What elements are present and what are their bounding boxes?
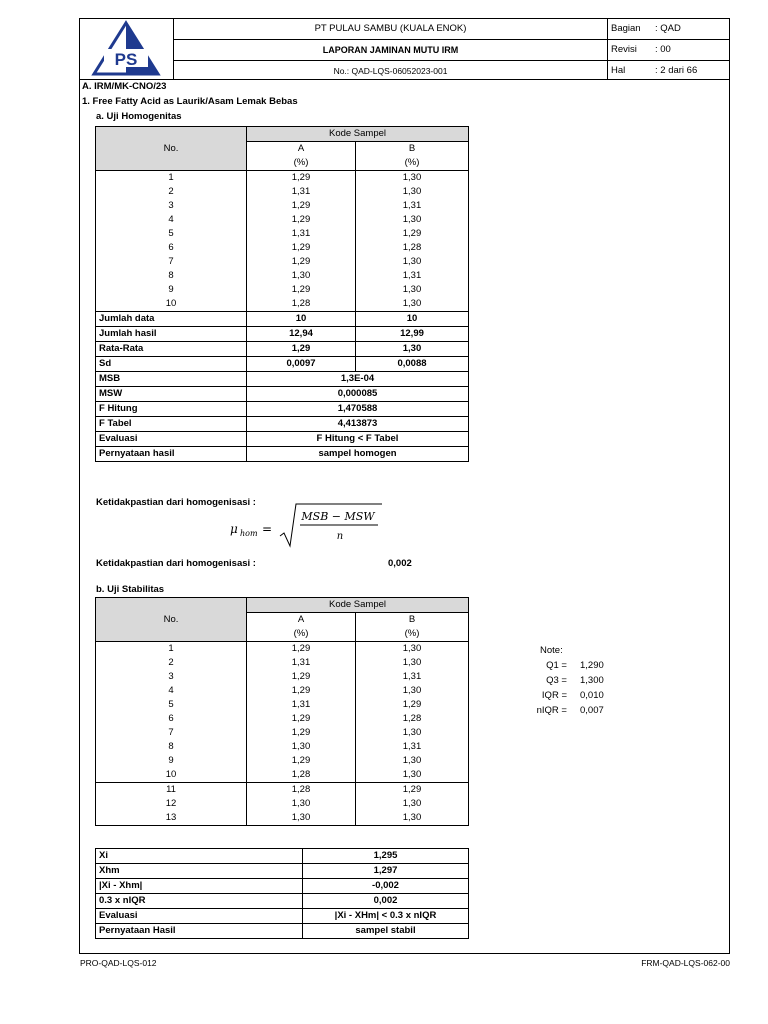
row-label: Rata-Rata xyxy=(96,342,247,357)
cell-value: 1,30 xyxy=(356,297,469,312)
row-label: F Hitung xyxy=(96,402,247,417)
table-row xyxy=(96,656,469,670)
cell-value: 1,28 xyxy=(247,297,356,312)
col-a-unit: (%) xyxy=(247,627,356,642)
row-number: 4 xyxy=(96,213,247,227)
table-row xyxy=(96,670,469,684)
col-b-unit: (%) xyxy=(356,156,469,171)
row-number: 6 xyxy=(96,712,247,726)
row-number: 8 xyxy=(96,740,247,754)
parameter-title: 1. Free Fatty Acid as Laurik/Asam Lemak Bebas xyxy=(82,96,298,107)
table-row xyxy=(96,754,469,768)
cell-value: 1,29 xyxy=(247,171,356,186)
cell-value: 1,30 xyxy=(356,255,469,269)
table-row xyxy=(96,199,469,213)
cell-value: 1,30 xyxy=(356,342,469,357)
table-row xyxy=(96,171,469,186)
cell-value: 1,29 xyxy=(247,213,356,227)
footer-left-code: PRO-QAD-LQS-012 xyxy=(80,958,157,968)
cell-value: 1,30 xyxy=(247,811,356,826)
cell-value: 1,29 xyxy=(356,783,469,798)
cell-value: 1,31 xyxy=(356,199,469,213)
svg-text:μ: μ xyxy=(230,522,238,536)
col-a: A xyxy=(247,142,356,157)
table-row xyxy=(96,269,469,283)
svg-text:MSB − MSW: MSB − MSW xyxy=(301,510,375,523)
row-label: Sd xyxy=(96,357,247,372)
col-b-unit: (%) xyxy=(356,627,469,642)
cell-value: 1,30 xyxy=(356,684,469,698)
cell-value: 1,30 xyxy=(247,740,356,754)
col-no: No. xyxy=(96,598,247,642)
row-number: 3 xyxy=(96,670,247,684)
table-row xyxy=(96,283,469,297)
row-label: Pernyataan Hasil xyxy=(96,924,303,939)
table-row xyxy=(96,241,469,255)
cell-value: 0,0088 xyxy=(356,357,469,372)
uncertainty-formula xyxy=(228,500,384,550)
q1-value: 1,290 xyxy=(580,660,604,671)
section-code: A. IRM/MK-CNO/23 xyxy=(82,81,167,92)
row-number: 6 xyxy=(96,241,247,255)
col-b: B xyxy=(356,613,469,628)
row-label: MSB xyxy=(96,372,247,387)
ps-triangle-logo-icon xyxy=(80,19,173,79)
cell-value: 1,30 xyxy=(356,754,469,768)
uncertainty-label-2: Ketidakpastian dari homogenisasi : xyxy=(96,558,256,569)
cell-value: 1,29 xyxy=(247,684,356,698)
niqr-value: 0,007 xyxy=(580,705,604,716)
col-no: No. xyxy=(96,127,247,171)
cell-value: sampel homogen xyxy=(247,447,469,462)
cell-value: 1,29 xyxy=(247,255,356,269)
row-label: Xi xyxy=(96,849,303,864)
table-row xyxy=(96,797,469,811)
cell-value: 1,31 xyxy=(356,269,469,283)
cell-value: 0,002 xyxy=(303,894,469,909)
cell-value: 1,30 xyxy=(356,797,469,811)
cell-value: 1,29 xyxy=(356,698,469,712)
row-number: 4 xyxy=(96,684,247,698)
cell-value: 1,31 xyxy=(247,227,356,241)
col-kode-sampel: Kode Sampel xyxy=(247,127,469,142)
cell-value: 0,000085 xyxy=(247,387,469,402)
cell-value: 4,413873 xyxy=(247,417,469,432)
row-label: MSW xyxy=(96,387,247,402)
cell-value: 1,31 xyxy=(356,670,469,684)
table-row xyxy=(96,783,469,798)
cell-value: -0,002 xyxy=(303,879,469,894)
cell-value: 1,29 xyxy=(247,199,356,213)
cell-value: 1,3E-04 xyxy=(247,372,469,387)
row-label: Evaluasi xyxy=(96,909,303,924)
cell-value: F Hitung < F Tabel xyxy=(247,432,469,447)
cell-value: 1,30 xyxy=(356,283,469,297)
cell-value: 10 xyxy=(356,312,469,327)
svg-text:hom: hom xyxy=(240,529,258,538)
row-number: 8 xyxy=(96,269,247,283)
cell-value: 1,29 xyxy=(247,342,356,357)
table-row xyxy=(96,297,469,312)
stability-summary-table xyxy=(95,848,469,939)
table-row xyxy=(96,811,469,826)
sqrt-formula-icon xyxy=(228,500,384,550)
cell-value: 0,0097 xyxy=(247,357,356,372)
cell-value: 1,30 xyxy=(356,656,469,670)
hal-row: Hal : 2 dari 66 xyxy=(611,65,698,76)
row-number: 12 xyxy=(96,797,247,811)
col-b: B xyxy=(356,142,469,157)
cell-value: 1,295 xyxy=(303,849,469,864)
row-label: 0.3 x nIQR xyxy=(96,894,303,909)
q1-label: Q1 = xyxy=(546,660,567,671)
row-number: 10 xyxy=(96,297,247,312)
row-label: Xhm xyxy=(96,864,303,879)
cell-value: 1,30 xyxy=(356,768,469,783)
header-meta-block xyxy=(607,18,730,80)
table-row xyxy=(96,213,469,227)
row-label: F Tabel xyxy=(96,417,247,432)
row-number: 1 xyxy=(96,642,247,657)
table-row xyxy=(96,740,469,754)
row-number: 2 xyxy=(96,185,247,199)
row-number: 5 xyxy=(96,698,247,712)
row-label: Jumlah hasil xyxy=(96,327,247,342)
uncertainty-label: Ketidakpastian dari homogenisasi : xyxy=(96,497,256,508)
document-number: No.: QAD-LQS-06052023-001 xyxy=(333,66,448,76)
table-row xyxy=(96,185,469,199)
svg-text:n: n xyxy=(336,531,344,542)
cell-value: 1,30 xyxy=(356,213,469,227)
cell-value: 1,30 xyxy=(356,726,469,740)
header-title-block xyxy=(173,18,608,80)
cell-value: 1,30 xyxy=(247,269,356,283)
row-number: 5 xyxy=(96,227,247,241)
table-row xyxy=(96,712,469,726)
uncertainty-value: 0,002 xyxy=(388,558,412,569)
table-row xyxy=(96,698,469,712)
cell-value: 1,30 xyxy=(247,797,356,811)
row-label: Evaluasi xyxy=(96,432,247,447)
document-title: LAPORAN JAMINAN MUTU IRM xyxy=(174,40,607,61)
logo-text: PS xyxy=(114,50,138,69)
cell-value: 1,30 xyxy=(356,811,469,826)
company-logo xyxy=(79,18,174,80)
cell-value: 1,30 xyxy=(356,642,469,657)
table-row xyxy=(96,726,469,740)
row-number: 7 xyxy=(96,726,247,740)
cell-value: 1,29 xyxy=(247,642,356,657)
cell-value: 1,31 xyxy=(247,698,356,712)
footer-right-code: FRM-QAD-LQS-062-00 xyxy=(641,958,730,968)
row-label: Pernyataan hasil xyxy=(96,447,247,462)
row-number: 13 xyxy=(96,811,247,826)
col-a: A xyxy=(247,613,356,628)
table-row xyxy=(96,684,469,698)
stability-table xyxy=(95,597,469,826)
cell-value: 1,29 xyxy=(247,726,356,740)
q3-label: Q3 = xyxy=(546,675,567,686)
q3-value: 1,300 xyxy=(580,675,604,686)
note-title: Note: xyxy=(540,645,563,656)
cell-value: 1,30 xyxy=(356,185,469,199)
row-number: 9 xyxy=(96,283,247,297)
cell-value: 1,29 xyxy=(247,670,356,684)
table-row xyxy=(96,642,469,657)
row-number: 7 xyxy=(96,255,247,269)
cell-value: sampel stabil xyxy=(303,924,469,939)
cell-value: 1,29 xyxy=(247,283,356,297)
cell-value: 1,28 xyxy=(356,241,469,255)
bagian-row: Bagian : QAD xyxy=(608,19,729,40)
table-row xyxy=(96,768,469,783)
cell-value: 1,470588 xyxy=(247,402,469,417)
homogeneity-title: a. Uji Homogenitas xyxy=(96,111,182,122)
cell-value: 1,29 xyxy=(247,712,356,726)
table-row xyxy=(96,255,469,269)
row-number: 3 xyxy=(96,199,247,213)
row-number: 1 xyxy=(96,171,247,186)
stability-title: b. Uji Stabilitas xyxy=(96,584,165,595)
cell-value: 1,29 xyxy=(356,227,469,241)
cell-value: 1,297 xyxy=(303,864,469,879)
svg-text:=: = xyxy=(262,522,273,536)
row-number: 11 xyxy=(96,783,247,798)
company-name: PT PULAU SAMBU (KUALA ENOK) xyxy=(174,19,607,40)
cell-value: 1,28 xyxy=(247,768,356,783)
cell-value: 1,30 xyxy=(356,171,469,186)
row-label: Jumlah data xyxy=(96,312,247,327)
revisi-row: Revisi : 00 xyxy=(608,40,729,61)
cell-value: 1,31 xyxy=(247,656,356,670)
table-row xyxy=(96,227,469,241)
niqr-label: nIQR = xyxy=(536,705,567,716)
row-number: 9 xyxy=(96,754,247,768)
col-kode-sampel: Kode Sampel xyxy=(247,598,469,613)
cell-value: 10 xyxy=(247,312,356,327)
homogeneity-table xyxy=(95,126,469,462)
cell-value: 12,94 xyxy=(247,327,356,342)
col-a-unit: (%) xyxy=(247,156,356,171)
iqr-value: 0,010 xyxy=(580,690,604,701)
iqr-label: IQR = xyxy=(541,690,567,701)
cell-value: 1,29 xyxy=(247,754,356,768)
row-number: 10 xyxy=(96,768,247,783)
cell-value: 12,99 xyxy=(356,327,469,342)
cell-value: 1,28 xyxy=(356,712,469,726)
cell-value: |Xi - XHm| < 0.3 x nIQR xyxy=(303,909,469,924)
cell-value: 1,31 xyxy=(247,185,356,199)
row-number: 2 xyxy=(96,656,247,670)
cell-value: 1,29 xyxy=(247,241,356,255)
cell-value: 1,31 xyxy=(356,740,469,754)
cell-value: 1,28 xyxy=(247,783,356,798)
row-label: |Xi - Xhm| xyxy=(96,879,303,894)
